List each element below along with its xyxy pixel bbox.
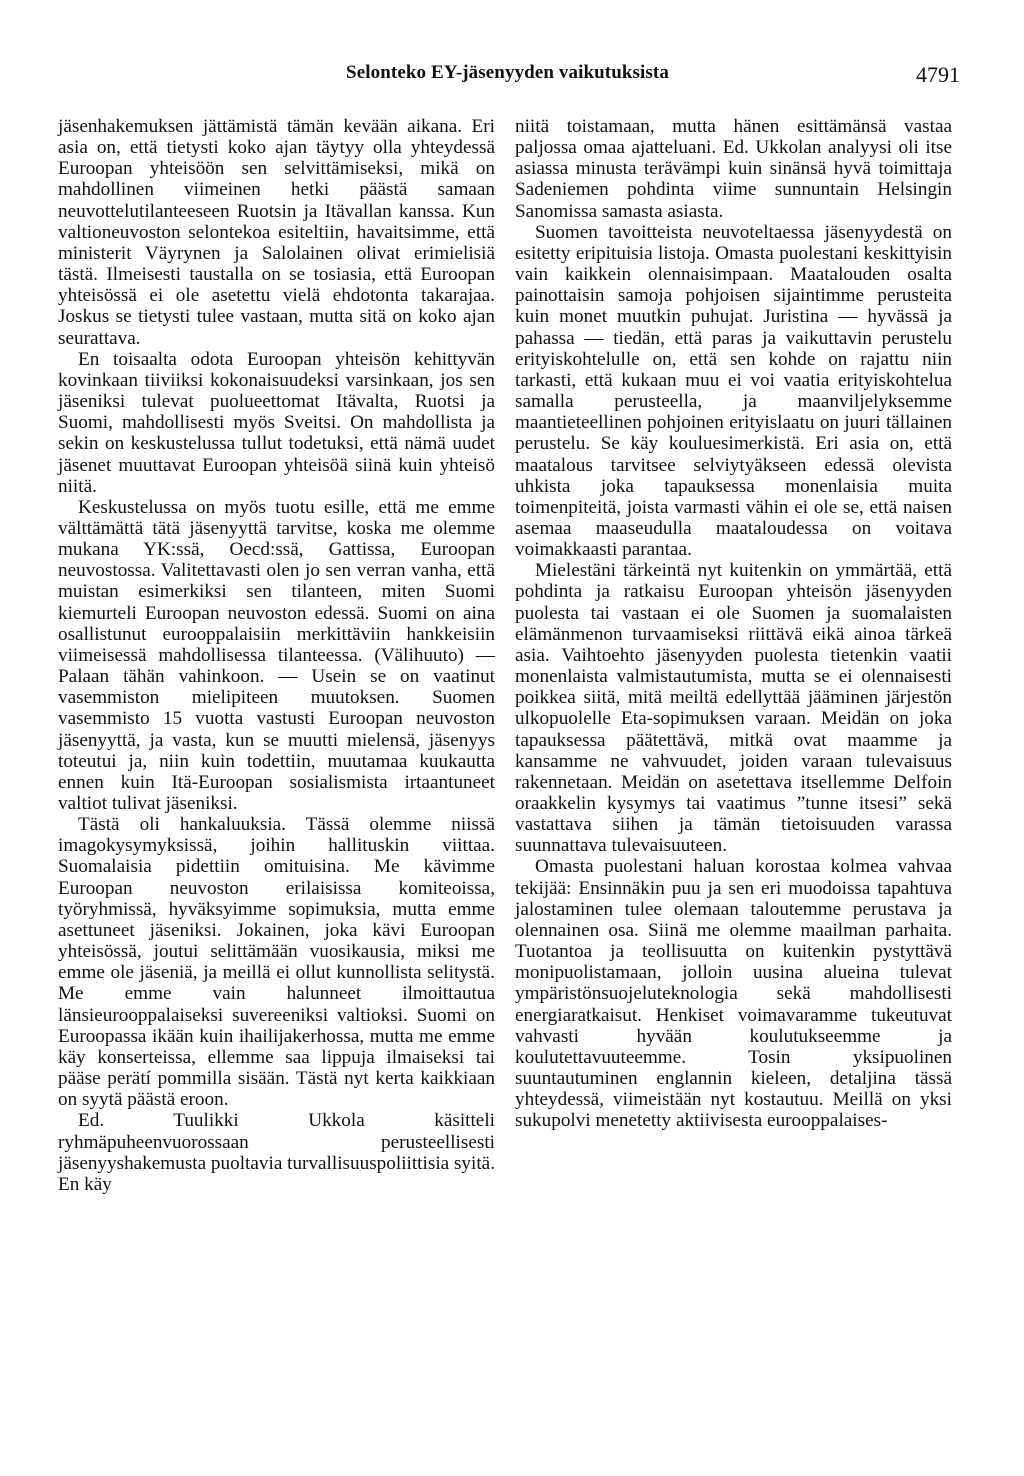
left-column — [58, 116, 495, 1195]
paragraph: Tästä oli hankaluuksia. Tässä olemme niissä imagokysymyksissä, joihin hallituskin viittaa. Suomalaisia pidettiin omituisina. Me kävimme Euroopan neuvoston erilaisissa komiteoissa, työryhmissä, hyväksyimme sopimuksia, mutta emme asettuneet jäseniksi. Jokainen, joka kävi Euroopan yhteisössä, joutui selittämään vuosikausia, miksi me emme ole jäseniä, ja meillä ei ollut kunnollista selitystä. Me emme vain halunneet ilmoittautua länsieurooppalaiseksi suvereeniksi valtioksi. Suomi on Euroopassa ikään kuin ihailijakerhossa, mutta me emme käy konserteissa, ellemme saa lippuja ilmaiseksi tai pääse perätí pommilla sisään. Tästä nyt kerta kaikkiaan on syytä päästä eroon. — [58, 814, 495, 1111]
document-title: Selonteko EY-jäsenyyden vaikutuksista — [346, 62, 669, 83]
paragraph: En toisaalta odota Euroopan yhteisön kehittyvän kovinkaan tiiviiksi kokonaisuudeksi varsinkaan, jos sen jäseniksi tulevat puolueettomat Itävalta, Ruotsi ja Suomi, mahdollisesti myös Sveitsi. On mahdollista ja sekin on keskustelussa tullut todetuksi, että nämä uudet jäsenet muuttavat Euroopan yhteisöä siinä kuin yhteisö niitä. — [58, 348, 495, 497]
running-header — [55, 62, 960, 98]
right-column — [515, 116, 952, 1132]
paragraph: Suomen tavoitteista neuvoteltaessa jäsenyydestä on esitetty eripituisia listoja. Omasta puolestani keskittyisin vain kaikkein olennaisimpaan. Maatalouden osalta painottaisin samoja pohjoisen sijaintimme perusteita kuin monet muutkin puhujat. Juristina — hyvässä ja pahassa — tiedän, että paras ja vaikuttavin perustelu erityiskohtelulle on, että sen kohde on rajattu niin tarkasti, että kukaan muu ei voi vaatia erityiskohtelua samalla perusteella, ja maanviljelyksemme maantieteellinen pohjoinen erityislaatu on juuri tällainen perustelu. Se käy kouluesimerkistä. Eri asia on, että maatalous tarvitsee selviytyäkseen edessä olevista uhkista joka tapauksessa monenlaisia muita toimenpiteitä, joista varmasti vähin ei ole se, että naisen asemaa maaseudulla maataloudessa on voitava voimakkaasti parantaa. — [515, 221, 952, 561]
paragraph: Omasta puolestani haluan korostaa kolmea vahvaa tekijää: Ensinnäkin puu ja sen eri muodoissa tapahtuva jalostaminen tulee olemaan taloutemme perustava ja olennainen osa. Siinä me olemme maailman parhaita. Tuotantoa ja teollisuutta on kuitenkin pystyttävä monipuolistamaan, jolloin uusina alueina tulevat ympäristönsuojeluteknologia sekä mahdollisesti energiaratkaisut. Henkiset voimavaramme tukeutuvat vahvasti hyvään koulutukseemme ja koulutettavuuteemme. Tosin yksipuolinen suuntautuminen englannin kieleen, detaljina tässä yhteydessä, viimeistään nyt kostautuu. Meillä on yksi sukupolvi menetetty aktiivisesta eurooppalaises- — [515, 856, 952, 1132]
paragraph: niitä toistamaan, mutta hänen esittämänsä vastaa paljossa omaa ajatteluani. Ed. Ukkolan analyysi oli itse asiassa minusta terävämpi kuin sinänsä hyvä toimittaja Sadeniemen pohdinta viime sunnuntain Helsingin Sanomissa samasta asiasta. — [515, 116, 952, 222]
paragraph: jäsenhakemuksen jättämistä tämän kevään aikana. Eri asia on, että tietysti koko ajan täytyy olla yhteydessä Euroopan yhteisöön sen selvittämiseksi, mikä on mahdollinen viimeinen hetki päästä samaan neuvottelutilanteeseen Ruotsin ja Itävallan kanssa. Kun valtioneuvoston selontekoa esiteltiin, havaitsimme, että ministerit Väyrynen ja Salolainen olivat erimielisiä tästä. Ilmeisesti taustalla on se tosiasia, että Euroopan yhteisössä ei ole asetettu vielä ehdotonta takarajaa. Joskus se tietysti tulee vastaan, mutta sitä on koko ajan seurattava. — [58, 116, 495, 349]
paragraph: Mielestäni tärkeintä nyt kuitenkin on ymmärtää, että pohdinta ja ratkaisu Euroopan yhteisön jäsenyyden puolesta tai vastaan ei ole Suomen ja suomalaisten elämänmenon turvaamiseksi riittävä eikä ainoa tärkeä asia. Vaihtoehto jäsenyyden puolesta tietenkin vaatii monenlaista valmistautumista, mutta se ei olennaisesti poikkea siitä, mitä meiltä edellyttää jääminen järjestön ulkopuolelle Eta-sopimuksen varaan. Meidän on joka tapauksessa päätettävä, mitkä ovat maamme ja kansamme ne vahvuudet, joiden varaan tulevaisuus rakennetaan. Meidän on asetettava itsellemme Delfoin oraakkelin kysymys tai vaatimus ”tunne itsesi” sekä vastattava siihen ja tämän tietoisuuden varassa suunnattava tulevaisuuteen. — [515, 560, 952, 857]
paragraph: Ed. Tuulikki Ukkola käsitteli ryhmäpuheenvuorossaan perusteellisesti jäsenyyshakemusta puoltavia turvallisuuspoliittisia syitä. En käy — [58, 1110, 495, 1195]
paragraph: Keskustelussa on myös tuotu esille, että me emme välttämättä tätä jäsenyyttä tarvitse, koska me olemme mukana YK:ssä, Oecd:ssä, Gattissa, Euroopan neuvostossa. Valitettavasti olen jo sen verran vanha, että muistan esimerkiksi sen tilanteen, miten Suomi kiemurteli Euroopan neuvoston edessä. Suomi on aina osallistunut eurooppalaisiin merkittäviin hankkeisiin viimeisessä mahdollisessa tilanteessa. (Välihuuto) — Palaan tähän vahinkoon. — Usein se on vaatinut vasemmiston mielipiteen muutoksen. Suomen vasemmisto 15 vuotta vastusti Euroopan neuvoston jäsenyyttä, ja vasta, kun se muutti mielensä, jäsenyys toteutui ja, niin kuin todettiin, muutamaa kuukautta ennen kuin Itä-Euroopan sosialismista irtaantuneet valtiot tulivat jäseniksi. — [58, 496, 495, 814]
page-number: 4791 — [916, 62, 960, 87]
